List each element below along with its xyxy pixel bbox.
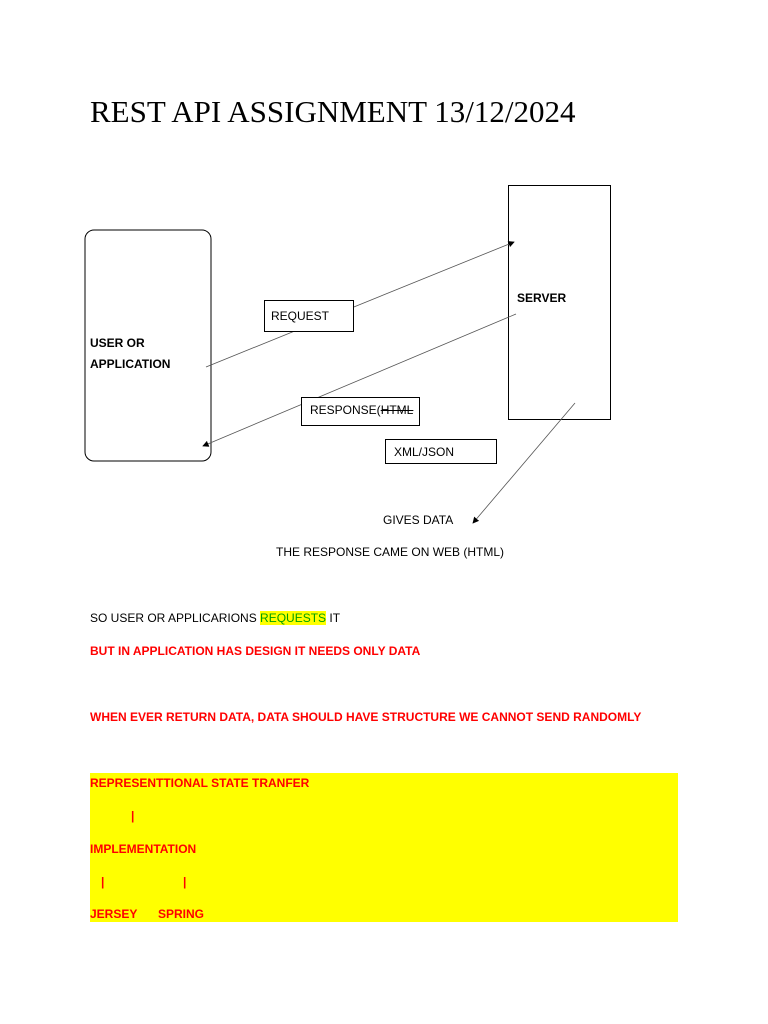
server-label: SERVER — [517, 291, 567, 305]
tree-leaf-right: SPRING — [158, 907, 205, 921]
body-line2: BUT IN APPLICATION HAS DESIGN IT NEEDS ONLY DATA — [90, 644, 421, 658]
format-box — [385, 439, 497, 464]
response-prefix: RESPONSE( — [310, 403, 381, 417]
tree-middle: IMPLEMENTATION — [90, 842, 197, 856]
response-label — [310, 402, 413, 418]
tree-bar-3: | — [183, 875, 187, 889]
response-arrow — [203, 314, 516, 446]
request-label: REQUEST — [271, 309, 330, 323]
format-label: XML/JSON — [394, 445, 455, 459]
body-line1-before: SO USER OR APPLICARIONS — [90, 611, 261, 625]
client-label-line1: USER OR — [90, 336, 145, 350]
response-note: THE RESPONSE CAME ON WEB (HTML) — [276, 545, 505, 559]
request-box — [264, 300, 354, 332]
tree-root: REPRESENTTIONAL STATE TRANFER — [90, 776, 310, 790]
request-arrow — [206, 242, 514, 367]
gives-data-label: GIVES DATA — [383, 513, 454, 527]
body-line3: WHEN EVER RETURN DATA, DATA SHOULD HAVE STRUCTURE WE CANNOT SEND RANDOMLY — [90, 710, 642, 724]
client-label-line2: APPLICATION — [90, 357, 171, 371]
response-struck-text: HTML — [380, 403, 414, 417]
body-line1 — [90, 610, 340, 626]
tree-bar-1: | — [131, 809, 135, 823]
tree-bar-2: | — [101, 875, 105, 889]
tree-leaf-left: JERSEY — [90, 907, 138, 921]
body-line1-after: IT — [326, 611, 341, 625]
response-box — [301, 397, 420, 426]
page-title: REST API ASSIGNMENT 13/12/2024 — [90, 94, 576, 129]
highlighted-word: REQUESTS — [260, 611, 327, 625]
